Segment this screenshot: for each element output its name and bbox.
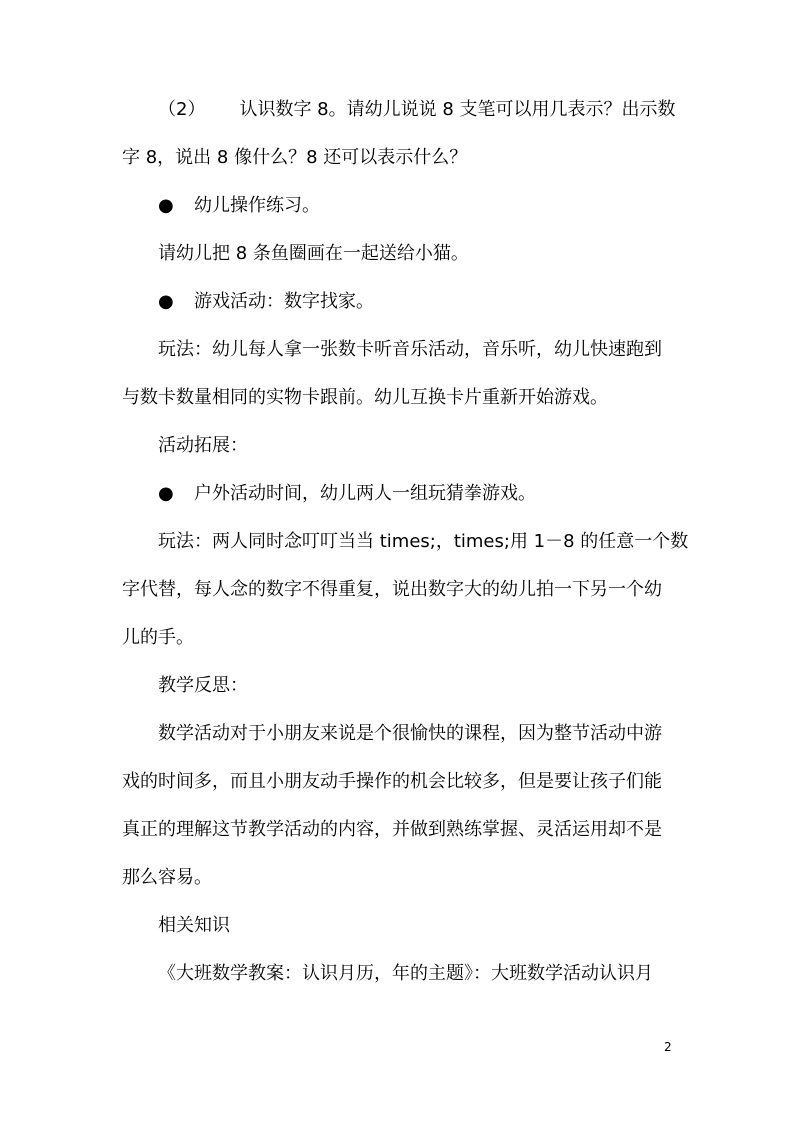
paragraph-text: 认识数字 8。请幼儿说说 8 支笔可以用几表示？出示数 <box>239 99 676 120</box>
bullet-item <box>158 289 718 315</box>
paragraph-line: 儿的手。 <box>122 627 194 648</box>
page-number: 2 <box>664 1040 672 1054</box>
paragraph-line <box>158 97 718 123</box>
paragraph-line: 字 8，说出 8 像什么？8 还可以表示什么？ <box>122 147 468 168</box>
paragraph-line: 请幼儿把 8 条鱼圈画在一起送给小猫。 <box>158 243 469 264</box>
paragraph-line: 玩法：幼儿每人拿一张数卡听音乐活动，音乐听，幼儿快速跑到 <box>158 339 662 360</box>
paragraph-line: 与数卡数量相同的实物卡跟前。幼儿互换卡片重新开始游戏。 <box>122 387 608 408</box>
paragraph-line: 数学活动对于小朋友来说是个很愉快的课程，因为整节活动中游 <box>158 723 662 744</box>
list-number: （2） <box>158 99 206 120</box>
bullet-text: 游戏活动：数字找家。 <box>194 291 374 312</box>
paragraph-line: 《大班数学教案：认识月历，年的主题》：大班数学活动认识月 <box>158 963 653 984</box>
bullet-icon: ● <box>158 483 174 504</box>
bullet-item <box>158 193 718 219</box>
section-heading: 相关知识 <box>158 915 230 936</box>
paragraph-line: 戏的时间多，而且小朋友动手操作的机会比较多，但是要让孩子们能 <box>122 771 662 792</box>
bullet-icon: ● <box>158 195 174 216</box>
bullet-item <box>158 481 718 507</box>
paragraph-line: 字代替，每人念的数字不得重复，说出数字大的幼儿拍一下另一个幼 <box>122 579 662 600</box>
paragraph-line: 那么容易。 <box>122 867 212 888</box>
paragraph-line: 真正的理解这节教学活动的内容，并做到熟练掌握、灵活运用却不是 <box>122 819 662 840</box>
paragraph-line: 玩法：两人同时念叮叮当当 times;，times;用 1－8 的任意一个数 <box>158 531 689 552</box>
bullet-text: 幼儿操作练习。 <box>194 195 320 216</box>
bullet-text: 户外活动时间，幼儿两人一组玩猜拳游戏。 <box>194 483 536 504</box>
section-heading: 活动拓展： <box>158 435 248 456</box>
section-heading: 教学反思： <box>158 675 248 696</box>
bullet-icon: ● <box>158 291 174 312</box>
